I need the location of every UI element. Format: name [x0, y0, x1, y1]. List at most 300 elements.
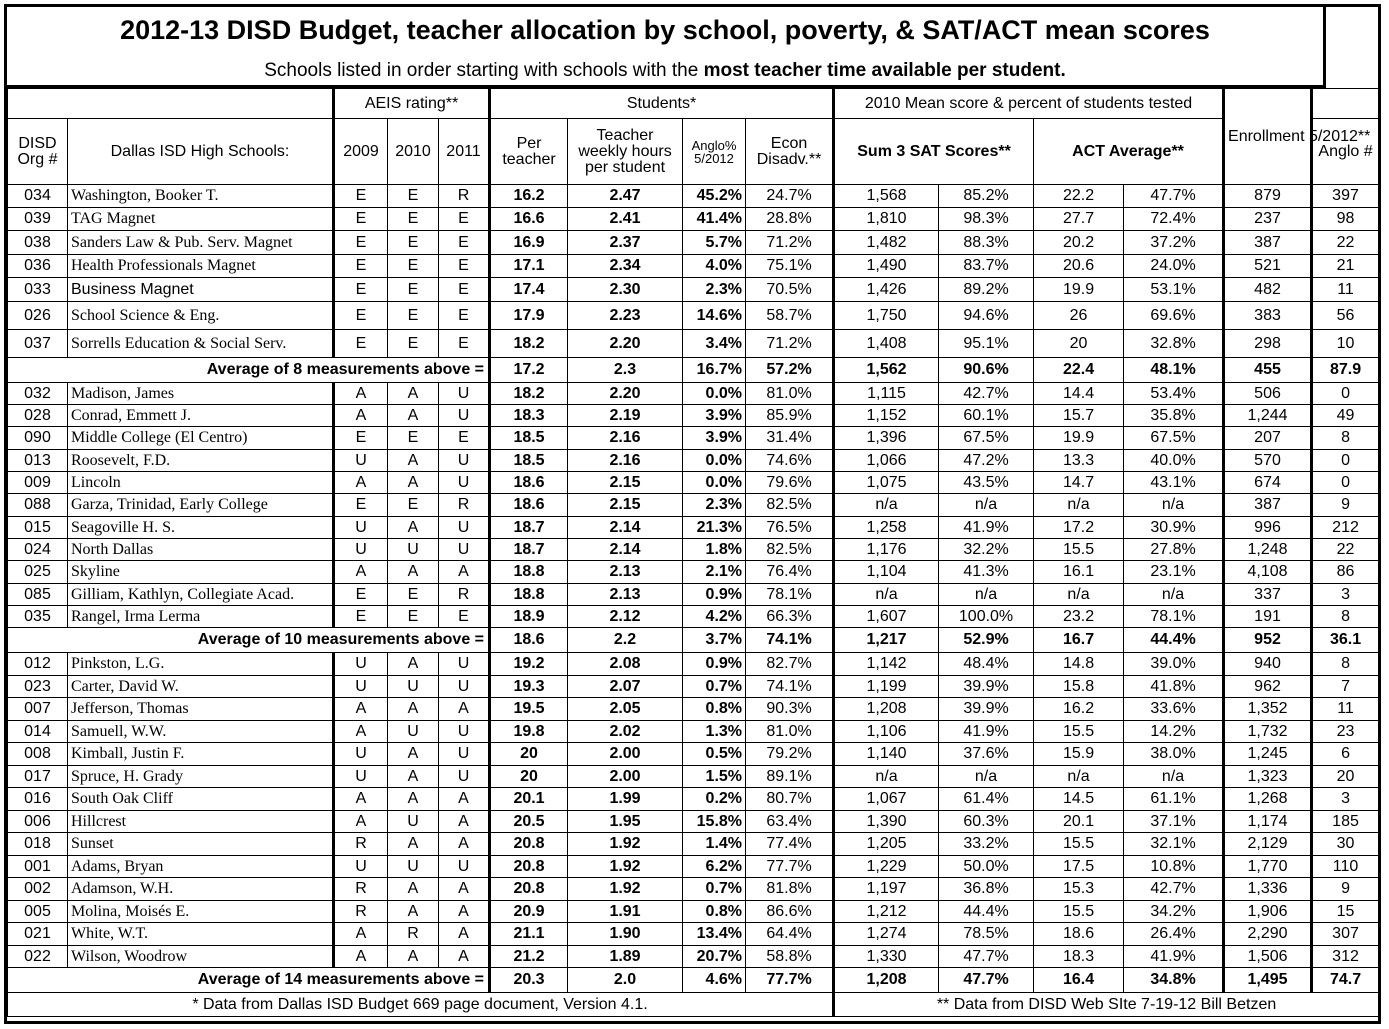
act-tested-pct-cell: 35.8% [1124, 405, 1224, 427]
scores-group-header: 2010 Mean score & percent of students tested [834, 89, 1224, 119]
econ-disadv-cell: 77.7% [746, 856, 834, 878]
school-row [8, 255, 1379, 278]
econ-disadv-cell: 74.1% [746, 676, 834, 698]
rating-2010-cell: A [388, 561, 439, 584]
rating-2010-cell: E [388, 330, 439, 358]
act-tested-pct-cell: 42.7% [1124, 878, 1224, 901]
anglo-pct-cell: 6.2% [683, 856, 746, 878]
school-row [8, 278, 1379, 302]
enrollment-cell: 1,732 [1224, 721, 1312, 743]
sat-tested-pct-cell: 100.0% [939, 606, 1034, 628]
anglo-count-cell: 56 [1312, 302, 1379, 330]
rating-2011-cell: E [439, 330, 490, 358]
year-2011-header: 2011 [439, 119, 490, 185]
anglo-count-cell: 8 [1312, 427, 1379, 450]
rating-2011-cell: E [439, 278, 490, 302]
rating-2009-cell: R [334, 833, 388, 856]
per-teacher-cell: 18.2 [490, 383, 568, 405]
teacher-hours-header: Teacher weekly hours per student [568, 119, 683, 185]
enrollment-cell: 482 [1224, 278, 1312, 302]
act-tested-pct-cell: 37.1% [1124, 811, 1224, 833]
rating-2009-cell: U [334, 676, 388, 698]
footer-right-note: ** Data from DISD Web SIte 7-19-12 Bill Betzen [834, 993, 1379, 1017]
anglo-count-cell: 20 [1312, 766, 1379, 788]
sat-tested-pct-cell: n/a [939, 584, 1034, 606]
teacher-hours-cell: 2.07 [568, 676, 683, 698]
enrollment-cell: 1,352 [1224, 698, 1312, 721]
school-name-cell: Lincoln [68, 472, 334, 494]
rating-2010-cell: A [388, 517, 439, 539]
rating-2009-cell: U [334, 653, 388, 676]
econ-disadv-cell: 58.7% [746, 302, 834, 330]
avg-sat-pct-cell: 47.7% [939, 968, 1034, 993]
teacher-hours-cell: 1.92 [568, 856, 683, 878]
school-name-cell: Spruce, H. Grady [68, 766, 334, 788]
blank-header-cell-right [1312, 89, 1379, 119]
avg-teacher-hours-cell: 2.2 [568, 628, 683, 653]
act-average-cell: 15.8 [1034, 676, 1124, 698]
school-name-cell: Madison, James [68, 383, 334, 405]
org-number-cell: 016 [8, 788, 68, 811]
act-average-cell: 16.2 [1034, 698, 1124, 721]
act-tested-pct-cell: 32.1% [1124, 833, 1224, 856]
rating-2009-cell: U [334, 450, 388, 472]
org-number-cell: 015 [8, 517, 68, 539]
rating-2010-cell: A [388, 766, 439, 788]
per-teacher-cell: 20.9 [490, 901, 568, 923]
anglo-count-cell: 0 [1312, 383, 1379, 405]
enrollment-cell: 2,129 [1224, 833, 1312, 856]
org-number-cell: 090 [8, 427, 68, 450]
anglo-pct-cell: 0.8% [683, 698, 746, 721]
teacher-hours-cell: 2.16 [568, 427, 683, 450]
econ-disadv-cell: 81.8% [746, 878, 834, 901]
econ-disadv-cell: 31.4% [746, 427, 834, 450]
sat-tested-pct-cell: 67.5% [939, 427, 1034, 450]
enrollment-cell: 2,290 [1224, 923, 1312, 946]
enrollment-cell: 207 [1224, 427, 1312, 450]
per-teacher-cell: 17.4 [490, 278, 568, 302]
org-number-cell: 021 [8, 923, 68, 946]
anglo-pct-cell: 13.4% [683, 923, 746, 946]
avg-per-teacher-cell: 20.3 [490, 968, 568, 993]
econ-disadv-cell: 71.2% [746, 231, 834, 255]
act-tested-pct-cell: 39.0% [1124, 653, 1224, 676]
anglo-count-cell: 11 [1312, 698, 1379, 721]
school-row [8, 383, 1379, 405]
teacher-hours-cell: 2.13 [568, 584, 683, 606]
blank-header-cell [8, 89, 334, 119]
per-teacher-cell: 21.2 [490, 946, 568, 968]
org-number-cell: 005 [8, 901, 68, 923]
sat-score-cell: 1,208 [834, 698, 939, 721]
sat-score-cell: 1,067 [834, 788, 939, 811]
enrollment-cell: 191 [1224, 606, 1312, 628]
org-number-cell: 017 [8, 766, 68, 788]
org-number-cell: 008 [8, 743, 68, 766]
org-number-cell: 014 [8, 721, 68, 743]
anglo-pct-cell: 0.9% [683, 584, 746, 606]
anglo-count-cell: 185 [1312, 811, 1379, 833]
school-name-cell: Conrad, Emmett J. [68, 405, 334, 427]
anglo-count-cell: 7 [1312, 676, 1379, 698]
enrollment-cell: 1,244 [1224, 405, 1312, 427]
rating-2010-cell: A [388, 743, 439, 766]
avg-teacher-hours-cell: 2.0 [568, 968, 683, 993]
anglo-pct-cell: 3.9% [683, 405, 746, 427]
aeis-group-header: AEIS rating** [334, 89, 490, 119]
econ-disadv-cell: 71.2% [746, 330, 834, 358]
sat-score-cell: 1,152 [834, 405, 939, 427]
sat-score-cell: 1,258 [834, 517, 939, 539]
rating-2009-cell: R [334, 901, 388, 923]
teacher-hours-cell: 2.05 [568, 698, 683, 721]
school-name-cell: White, W.T. [68, 923, 334, 946]
org-number-cell: 085 [8, 584, 68, 606]
enrollment-cell: 674 [1224, 472, 1312, 494]
school-row [8, 302, 1379, 330]
rating-2010-cell: R [388, 923, 439, 946]
rating-2010-cell: A [388, 450, 439, 472]
org-number-cell: 007 [8, 698, 68, 721]
rating-2011-cell: A [439, 788, 490, 811]
enrollment-cell: 1,174 [1224, 811, 1312, 833]
school-row [8, 743, 1379, 766]
sat-tested-pct-cell: 32.2% [939, 539, 1034, 561]
sat-score-cell: 1,396 [834, 427, 939, 450]
teacher-hours-cell: 2.20 [568, 383, 683, 405]
rating-2011-cell: U [439, 517, 490, 539]
anglo-count-cell: 0 [1312, 472, 1379, 494]
enrollment-cell: 4,108 [1224, 561, 1312, 584]
org-number-cell: 035 [8, 606, 68, 628]
econ-disadv-cell: 80.7% [746, 788, 834, 811]
per-teacher-cell: 18.5 [490, 450, 568, 472]
act-average-cell: 27.7 [1034, 208, 1124, 231]
per-teacher-cell: 19.3 [490, 676, 568, 698]
anglo-pct-cell: 14.6% [683, 302, 746, 330]
act-tested-pct-cell: 27.8% [1124, 539, 1224, 561]
school-name-cell: Roosevelt, F.D. [68, 450, 334, 472]
anglo-count-cell: 312 [1312, 946, 1379, 968]
teacher-hours-cell: 2.00 [568, 743, 683, 766]
teacher-hours-cell: 1.91 [568, 901, 683, 923]
anglo-count-cell: 21 [1312, 255, 1379, 278]
act-average-cell: 18.6 [1034, 923, 1124, 946]
act-average-cell: 14.8 [1034, 653, 1124, 676]
sat-tested-pct-cell: 41.3% [939, 561, 1034, 584]
anglo-pct-cell: 0.0% [683, 472, 746, 494]
per-teacher-cell: 18.5 [490, 427, 568, 450]
anglo-pct-cell: 3.4% [683, 330, 746, 358]
org-number-cell: 001 [8, 856, 68, 878]
sat-score-cell: 1,115 [834, 383, 939, 405]
act-average-cell: 15.3 [1034, 878, 1124, 901]
sat-tested-pct-cell: 48.4% [939, 653, 1034, 676]
anglo-count-cell: 8 [1312, 653, 1379, 676]
enrollment-cell: 1,245 [1224, 743, 1312, 766]
school-name-cell: Molina, Moisés E. [68, 901, 334, 923]
rating-2011-cell: R [439, 185, 490, 208]
rating-2011-cell: R [439, 584, 490, 606]
anglo-count-cell: 23 [1312, 721, 1379, 743]
anglo-count-cell: 30 [1312, 833, 1379, 856]
sat-tested-pct-cell: 37.6% [939, 743, 1034, 766]
rating-2010-cell: A [388, 878, 439, 901]
school-name-cell: Adamson, W.H. [68, 878, 334, 901]
act-tested-pct-cell: 10.8% [1124, 856, 1224, 878]
teacher-hours-cell: 2.41 [568, 208, 683, 231]
rating-2011-cell: E [439, 255, 490, 278]
rating-2011-cell: U [439, 653, 490, 676]
sat-tested-pct-cell: 60.3% [939, 811, 1034, 833]
teacher-hours-cell: 2.16 [568, 450, 683, 472]
school-name-cell: Sunset [68, 833, 334, 856]
year-2010-header: 2010 [388, 119, 439, 185]
sat-score-cell: 1,066 [834, 450, 939, 472]
rating-2010-cell: U [388, 676, 439, 698]
rating-2011-cell: U [439, 766, 490, 788]
rating-2009-cell: U [334, 517, 388, 539]
rating-2011-cell: E [439, 302, 490, 330]
school-name-cell: Samuell, W.W. [68, 721, 334, 743]
school-row [8, 584, 1379, 606]
org-number-cell: 034 [8, 185, 68, 208]
act-average-cell: 14.5 [1034, 788, 1124, 811]
anglo-pct-cell: 2.3% [683, 278, 746, 302]
econ-disadv-cell: 75.1% [746, 255, 834, 278]
rating-2011-cell: U [439, 676, 490, 698]
rating-2011-cell: A [439, 698, 490, 721]
rating-2009-cell: A [334, 811, 388, 833]
teacher-hours-cell: 2.02 [568, 721, 683, 743]
school-name-cell: School Science & Eng. [68, 302, 334, 330]
school-name-cell: Sorrells Education & Social Serv. [68, 330, 334, 358]
org-number-cell: 024 [8, 539, 68, 561]
act-average-cell: 15.5 [1034, 901, 1124, 923]
sat-tested-pct-cell: n/a [939, 766, 1034, 788]
title-block [7, 7, 1326, 88]
enrollment-cell: 521 [1224, 255, 1312, 278]
teacher-hours-cell: 1.92 [568, 833, 683, 856]
act-average-cell: n/a [1034, 494, 1124, 517]
per-teacher-cell: 19.5 [490, 698, 568, 721]
anglo-pct-cell: 0.9% [683, 653, 746, 676]
rating-2010-cell: E [388, 302, 439, 330]
rating-2011-cell: E [439, 231, 490, 255]
act-tested-pct-cell: n/a [1124, 766, 1224, 788]
rating-2011-cell: U [439, 405, 490, 427]
org-number-cell: 033 [8, 278, 68, 302]
enrollment-cell: 1,336 [1224, 878, 1312, 901]
rating-2011-cell: A [439, 878, 490, 901]
rating-2010-cell: A [388, 698, 439, 721]
econ-disadv-cell: 76.5% [746, 517, 834, 539]
sat-tested-pct-cell: 83.7% [939, 255, 1034, 278]
sat-tested-pct-cell: 88.3% [939, 231, 1034, 255]
econ-disadv-cell: 76.4% [746, 561, 834, 584]
anglo-pct-cell: 5.7% [683, 231, 746, 255]
org-number-cell: 012 [8, 653, 68, 676]
school-row [8, 653, 1379, 676]
disd-org-header: DISD Org # [8, 119, 68, 185]
rating-2010-cell: E [388, 427, 439, 450]
school-row [8, 185, 1379, 208]
enrollment-cell: 940 [1224, 653, 1312, 676]
average-row [8, 968, 1379, 993]
rating-2009-cell: E [334, 330, 388, 358]
avg-econ-cell: 57.2% [746, 358, 834, 383]
act-average-cell: 19.9 [1034, 427, 1124, 450]
econ-disadv-cell: 79.6% [746, 472, 834, 494]
act-average-cell: 19.9 [1034, 278, 1124, 302]
anglo-count-cell: 6 [1312, 743, 1379, 766]
anglo-pct-cell: 2.3% [683, 494, 746, 517]
sat-score-cell: 1,426 [834, 278, 939, 302]
page-title: 2012-13 DISD Budget, teacher allocation by school, poverty, & SAT/ACT mean scores [120, 15, 1210, 45]
act-tested-pct-cell: 78.1% [1124, 606, 1224, 628]
school-row [8, 811, 1379, 833]
rating-2009-cell: E [334, 185, 388, 208]
sat-tested-pct-cell: 44.4% [939, 901, 1034, 923]
sat-tested-pct-cell: 85.2% [939, 185, 1034, 208]
enrollment-cell: 237 [1224, 208, 1312, 231]
sat-tested-pct-cell: 39.9% [939, 676, 1034, 698]
rating-2011-cell: A [439, 901, 490, 923]
act-average-cell: 22.2 [1034, 185, 1124, 208]
enrollment-cell: 879 [1224, 185, 1312, 208]
avg-sat-pct-cell: 52.9% [939, 628, 1034, 653]
per-teacher-cell: 18.8 [490, 561, 568, 584]
rating-2010-cell: A [388, 405, 439, 427]
anglo-count-cell: 110 [1312, 856, 1379, 878]
sat-score-cell: 1,197 [834, 878, 939, 901]
teacher-hours-cell: 1.99 [568, 788, 683, 811]
avg-anglo-pct-cell: 4.6% [683, 968, 746, 993]
act-average-cell: 15.7 [1034, 405, 1124, 427]
act-average-cell: 14.4 [1034, 383, 1124, 405]
school-name-cell: North Dallas [68, 539, 334, 561]
act-tested-pct-cell: 38.0% [1124, 743, 1224, 766]
act-tested-pct-cell: 32.8% [1124, 330, 1224, 358]
anglo-pct-cell: 41.4% [683, 208, 746, 231]
rating-2011-cell: E [439, 427, 490, 450]
teacher-hours-cell: 2.13 [568, 561, 683, 584]
school-name-cell: Jefferson, Thomas [68, 698, 334, 721]
anglo-pct-cell: 1.5% [683, 766, 746, 788]
sat-tested-pct-cell: 98.3% [939, 208, 1034, 231]
school-name-cell: Middle College (El Centro) [68, 427, 334, 450]
anglo-count-cell: 3 [1312, 584, 1379, 606]
act-tested-pct-cell: 40.0% [1124, 450, 1224, 472]
anglo-pct-cell: 15.8% [683, 811, 746, 833]
sat-score-cell: 1,176 [834, 539, 939, 561]
act-tested-pct-cell: 43.1% [1124, 472, 1224, 494]
org-number-cell: 036 [8, 255, 68, 278]
average-label-cell: Average of 8 measurements above = [8, 358, 490, 383]
sat-score-cell: n/a [834, 584, 939, 606]
rating-2010-cell: A [388, 946, 439, 968]
enrollment-header-text: Enrollment 5/2012** [1228, 127, 1371, 145]
econ-disadv-cell: 24.7% [746, 185, 834, 208]
sat-tested-pct-cell: 60.1% [939, 405, 1034, 427]
rating-2009-cell: E [334, 278, 388, 302]
act-average-cell: 17.2 [1034, 517, 1124, 539]
avg-sat-pct-cell: 90.6% [939, 358, 1034, 383]
sat-score-cell: 1,142 [834, 653, 939, 676]
act-tested-pct-cell: 47.7% [1124, 185, 1224, 208]
org-number-cell: 009 [8, 472, 68, 494]
sat-score-cell: 1,568 [834, 185, 939, 208]
rating-2010-cell: E [388, 255, 439, 278]
act-average-cell: 16.1 [1034, 561, 1124, 584]
sat-tested-pct-cell: 89.2% [939, 278, 1034, 302]
teacher-hours-cell: 2.14 [568, 517, 683, 539]
rating-2009-cell: A [334, 561, 388, 584]
anglo-count-cell: 15 [1312, 901, 1379, 923]
school-row [8, 901, 1379, 923]
avg-anglo-count-cell: 87.9 [1312, 358, 1379, 383]
org-number-cell: 037 [8, 330, 68, 358]
act-tested-pct-cell: 37.2% [1124, 231, 1224, 255]
enrollment-cell: 1,268 [1224, 788, 1312, 811]
avg-enrollment-cell: 1,495 [1224, 968, 1312, 993]
average-row [8, 358, 1379, 383]
sat-tested-pct-cell: n/a [939, 494, 1034, 517]
page-subtitle [7, 60, 1323, 82]
econ-disadv-cell: 89.1% [746, 766, 834, 788]
school-row [8, 721, 1379, 743]
rating-2010-cell: E [388, 231, 439, 255]
school-row [8, 494, 1379, 517]
sat-score-cell: 1,390 [834, 811, 939, 833]
act-tested-pct-cell: 30.9% [1124, 517, 1224, 539]
rating-2009-cell: R [334, 878, 388, 901]
school-row [8, 923, 1379, 946]
enrollment-cell: 387 [1224, 231, 1312, 255]
rating-2009-cell: E [334, 231, 388, 255]
avg-act-cell: 16.7 [1034, 628, 1124, 653]
per-teacher-cell: 19.2 [490, 653, 568, 676]
anglo-count-cell: 8 [1312, 606, 1379, 628]
sat-tested-pct-cell: 95.1% [939, 330, 1034, 358]
sat-tested-pct-cell: 43.5% [939, 472, 1034, 494]
sat-tested-pct-cell: 50.0% [939, 856, 1034, 878]
avg-econ-cell: 77.7% [746, 968, 834, 993]
enrollment-cell: 1,906 [1224, 901, 1312, 923]
econ-header: Econ Disadv.** [746, 119, 834, 185]
act-average-cell: 13.3 [1034, 450, 1124, 472]
act-tested-pct-cell: 24.0% [1124, 255, 1224, 278]
enrollment-cell: 383 [1224, 302, 1312, 330]
econ-disadv-cell: 70.5% [746, 278, 834, 302]
sat-tested-pct-cell: 94.6% [939, 302, 1034, 330]
econ-disadv-cell: 82.7% [746, 653, 834, 676]
teacher-hours-cell: 1.90 [568, 923, 683, 946]
rating-2010-cell: A [388, 788, 439, 811]
rating-2010-cell: U [388, 539, 439, 561]
enrollment-cell: 1,506 [1224, 946, 1312, 968]
enrollment-cell: 1,248 [1224, 539, 1312, 561]
avg-act-cell: 22.4 [1034, 358, 1124, 383]
rating-2010-cell: E [388, 494, 439, 517]
school-name-cell: Health Professionals Magnet [68, 255, 334, 278]
school-row [8, 427, 1379, 450]
rating-2010-cell: E [388, 185, 439, 208]
anglo-count-cell: 11 [1312, 278, 1379, 302]
act-average-cell: 15.5 [1034, 721, 1124, 743]
school-name-cell: Adams, Bryan [68, 856, 334, 878]
